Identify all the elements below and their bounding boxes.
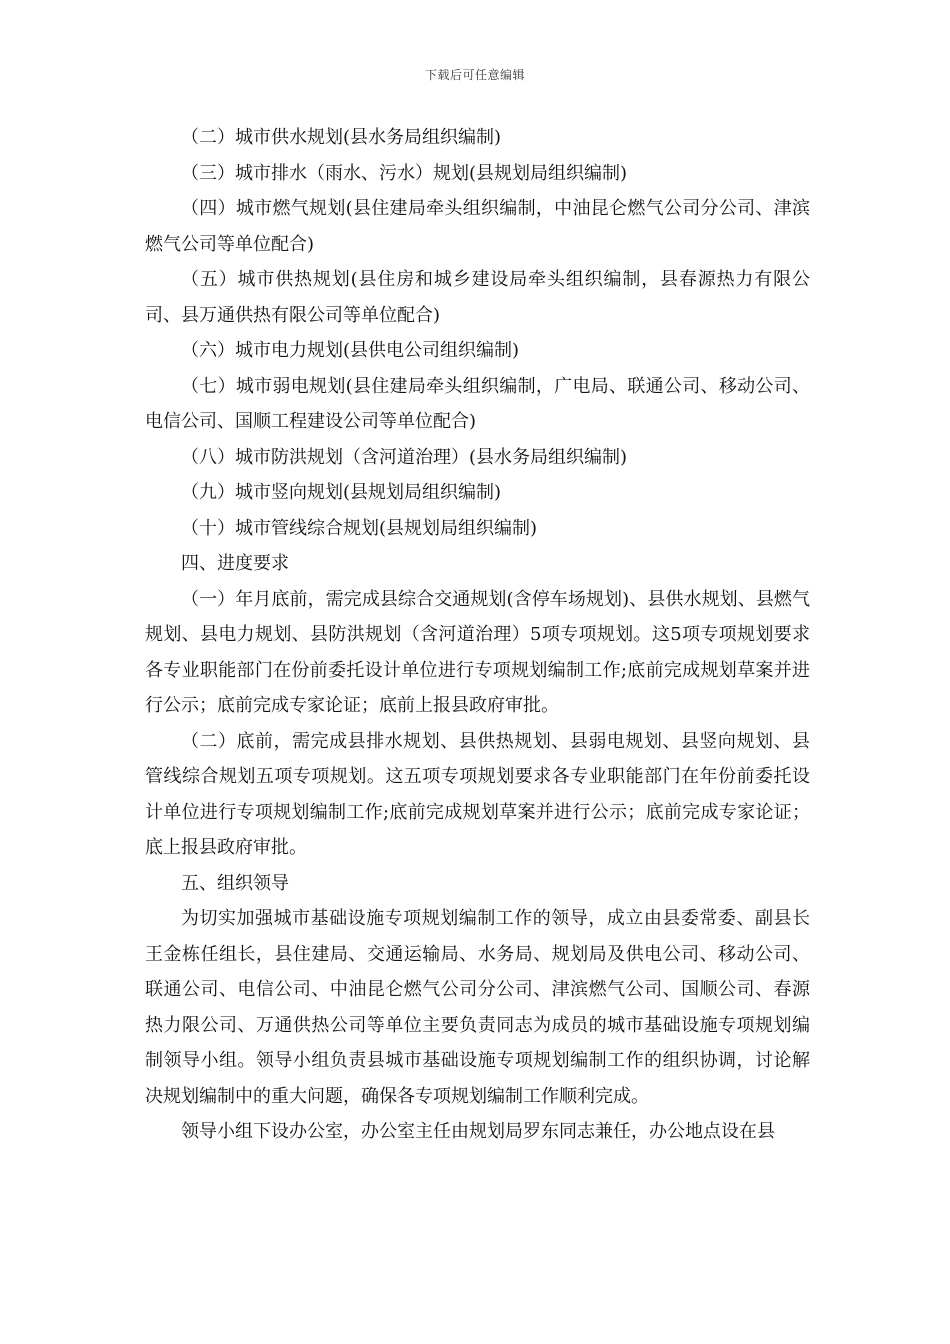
document-body <box>145 120 810 1150</box>
paragraph-vertical-planning: （九）城市竖向规划(县规划局组织编制) <box>181 482 502 503</box>
paragraph-leadership-group: 为切实加强城市基础设施专项规划编制工作的领导，成立由县委常委、副县长王金栋任组长，县住建局、交通运输局、水务局、规划局及供电公司、移动公司、联通公司、电信公司、中油昆仑燃气公司分公司、津滨燃气公司、国顺公司、春源热力限公司、万通供热公司等单位主要负责同志为成员的城市基础设施专项规划编制领导小组。领导小组负责县城市基础设施专项规划编制工作的组织协调，讨论解决规划编制中的重大问题，确保各专项规划编制工作顺利完成。 <box>145 908 810 1107</box>
paragraph-drainage: （三）城市排水（雨水、污水）规划(县规划局组织编制) <box>181 162 628 184</box>
paragraph-heating: （五）城市供热规划(县住房和城乡建设局牵头组织编制，县春源热力有限公司、县万通供热有限公司等单位配合) <box>145 269 810 326</box>
header-note: 下载后可任意编辑 <box>424 68 525 82</box>
paragraph-electric-power: （六）城市电力规划(县供电公司组织编制) <box>181 340 520 361</box>
paragraph-weak-current: （七）城市弱电规划(县住建局牵头组织编制，广电局、联通公司、移动公司、电信公司、国顺工程建设公司等单位配合) <box>145 375 810 432</box>
section-heading-progress: 四、进度要求 <box>181 553 289 574</box>
section-heading-leadership: 五、组织领导 <box>181 872 289 894</box>
paragraph-office: 领导小组下设办公室，办公室主任由规划局罗东同志兼任，办公地点设在县 <box>181 1121 775 1142</box>
paragraph-gas: （四）城市燃气规划(县住建局牵头组织编制，中油昆仑燃气公司分公司、津滨燃气公司等单位配合) <box>145 198 810 255</box>
paragraph-progress-phase-2: （二）底前，需完成县排水规划、县供热规划、县弱电规划、县竖向规划、县管线综合规划五项专项规划。这五项专项规划要求各专业职能部门在年份前委托设计单位进行专项规划编制工作;底前完成规划草案并进行公示；底前完成专家论证；底上报县政府审批。 <box>145 730 810 858</box>
paragraph-water-supply: （二）城市供水规划(县水务局组织编制) <box>181 127 502 148</box>
paragraph-flood-control: （八）城市防洪规划（含河道治理）(县水务局组织编制) <box>181 446 628 468</box>
paragraph-pipeline: （十）城市管线综合规划(县规划局组织编制) <box>181 517 538 539</box>
paragraph-progress-phase-1: （一）年月底前，需完成县综合交通规划(含停车场规划)、县供水规划、县燃气规划、县电力规划、县防洪规划（含河道治理）5项专项规划。这5项专项规划要求各专业职能部门在份前委托设计单位进行专项规划编制工作;底前完成规划草案并进行公示；底前完成专家论证；底前上报县政府审批。 <box>145 588 810 716</box>
